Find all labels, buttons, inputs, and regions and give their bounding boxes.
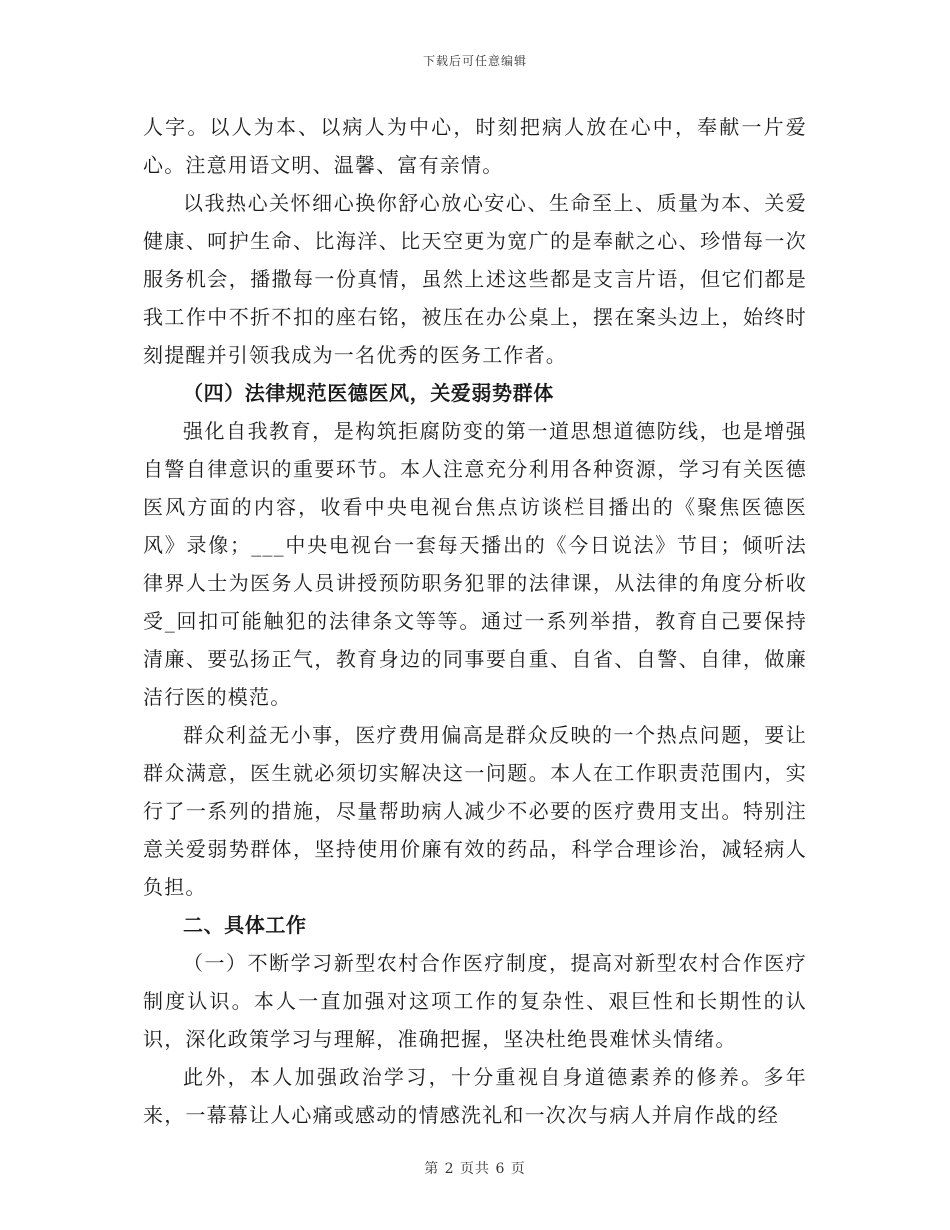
paragraph: 强化自我教育，是构筑拒腐防变的第一道思想道德防线，也是增强自警自律意识的重要环节。本人注意充分利用各种资源，学习有关医德医风方面的内容，收看中央电视台焦点访谈栏目播出的《聚焦医德医风》录像；___中央电视台一套每天播出的《今日说法》节目；倾听法律界人士为医务人员讲授预防职务犯罪的法律课，从法律的角度分析收受_回扣可能触犯的法律条文等等。通过一系列举措，教育自己要保持清廉、要弘扬正气，教育身边的同事要自重、自省、自警、自律，做廉洁行医的模范。 [143, 419, 807, 709]
page-footer: 第 2 页共 6 页 [424, 1161, 526, 1177]
paragraph: 以我热心关怀细心换你舒心放心安心、生命至上、质量为本、关爱健康、呵护生命、比海洋、比天空更为宽广的是奉献之心、珍惜每一次服务机会，播撒每一份真情，虽然上述这些都是支言片语，但它们都是我工作中不折不扣的座右铭，被压在办公桌上，摆在案头边上，始终时刻提醒并引领我成为一名优秀的医务工作者。 [143, 191, 807, 367]
paragraph: 群众利益无小事，医疗费用偏高是群众反映的一个热点问题，要让群众满意，医生就必须切实解决这一问题。本人在工作职责范围内，实行了一系列的措施，尽量帮助病人减少不必要的医疗费用支出。特别注意关爱弱势群体，坚持使用价廉有效的药品，科学合理诊治，减轻病人负担。 [143, 723, 807, 899]
paragraph: 人字。以人为本、以病人为中心，时刻把病人放在心中，奉献一片爱心。注意用语文明、温馨、富有亲情。 [143, 115, 807, 177]
page-header: 下载后可任意编辑 [422, 54, 527, 68]
section-heading: （四）法律规范医德医风，关爱弱势群体 [183, 381, 554, 405]
document-body [143, 108, 807, 1134]
paragraph: （一）不断学习新型农村合作医疗制度，提高对新型农村合作医疗制度认识。本人一直加强对这项工作的复杂性、艰巨性和长期性的认识，深化政策学习与理解，准确把握，坚决杜绝畏难怵头情绪。 [143, 951, 807, 1051]
section-heading: 二、具体工作 [183, 913, 307, 937]
paragraph: 此外，本人加强政治学习，十分重视自身道德素养的修养。多年来，一幕幕让人心痛或感动的情感洗礼和一次次与病人并肩作战的经 [143, 1065, 807, 1127]
